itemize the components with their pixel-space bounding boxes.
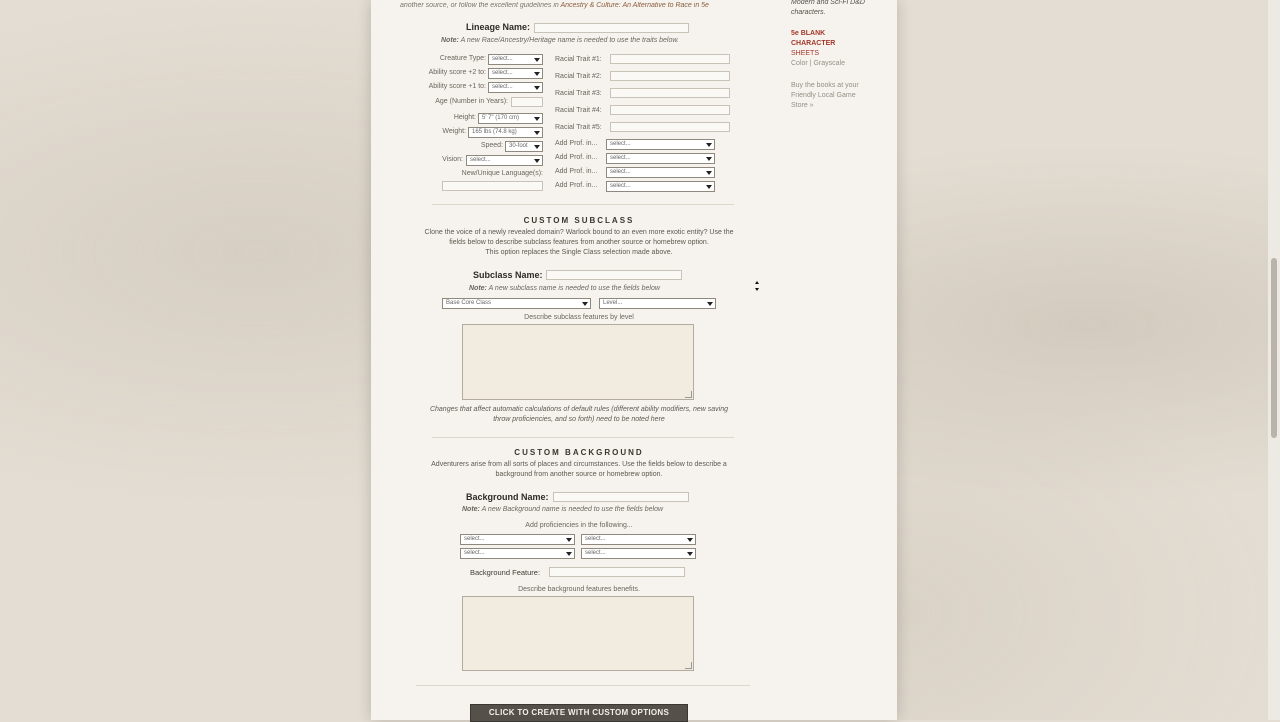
chevron-down-icon (706, 185, 712, 189)
add-prof-4-select[interactable]: select... (606, 181, 715, 192)
resize-handle-icon[interactable] (685, 391, 692, 398)
background-name-label: Background Name: (466, 492, 549, 502)
languages-input[interactable] (442, 181, 543, 191)
height-label: Height: (453, 114, 476, 121)
sidebar-text: Modern and Sci-Fi D&D (791, 0, 865, 6)
vision-label: Vision: (442, 156, 463, 163)
racial-trait-1-label: Racial Trait #1: (555, 56, 602, 63)
separator: | (809, 60, 812, 67)
custom-background-title: CUSTOM BACKGROUND (514, 448, 644, 457)
racial-trait-3-input[interactable] (610, 88, 730, 98)
create-custom-options-button[interactable]: CLICK TO CREATE WITH CUSTOM OPTIONS (470, 704, 688, 722)
background-proficiencies-label: Add proficiencies in the following... (525, 522, 633, 529)
buy-books-link[interactable]: Friendly Local Game (791, 92, 856, 99)
chevron-down-icon (534, 159, 540, 163)
chevron-down-icon (566, 552, 572, 556)
chevron-down-icon (566, 538, 572, 542)
speed-label: Speed: (480, 142, 503, 149)
vision-select[interactable]: select... (466, 155, 543, 166)
blank-sheets-link[interactable]: SHEETS (791, 50, 820, 57)
creature-type-select[interactable]: select... (488, 54, 543, 65)
background-feature-input[interactable] (549, 567, 685, 577)
racial-trait-1-input[interactable] (610, 54, 730, 64)
background-prof-select-2[interactable]: select... (581, 534, 696, 545)
languages-label: New/Unique Language(s): (461, 170, 543, 177)
intro-text: another source, or follow the excellent guidelines in Ancestry & Culture: An Alternative to Race in 5e (400, 2, 709, 9)
background-prof-select-4[interactable]: select... (581, 548, 696, 559)
add-prof-2-label: Add Prof. in... (555, 154, 598, 161)
ability-plus1-label: Ability score +1 to: (428, 83, 486, 90)
chevron-down-icon (534, 131, 540, 135)
chevron-down-icon (534, 86, 540, 90)
blank-sheets-link[interactable]: CHARACTER (791, 40, 836, 47)
subclass-name-label: Subclass Name: (473, 270, 543, 280)
grayscale-sheet-link[interactable]: Grayscale (813, 60, 845, 67)
page-scrollbar[interactable] (1268, 0, 1280, 720)
subclass-warning: Changes that affect automatic calculations of default rules (different ability modifiers, new saving throw proficiencies, and so forth) need to be noted here (429, 406, 729, 423)
chevron-down-icon (534, 117, 540, 121)
chevron-down-icon (706, 171, 712, 175)
chevron-down-icon (706, 143, 712, 147)
racial-trait-4-label: Racial Trait #4: (555, 107, 602, 114)
ability-plus2-select[interactable]: select... (488, 68, 543, 79)
age-label: Age (Number in Years): (435, 98, 508, 105)
creature-type-label: Creature Type: (439, 55, 486, 62)
chevron-down-icon (707, 302, 713, 306)
racial-trait-5-label: Racial Trait #5: (555, 124, 602, 131)
color-sheet-link[interactable]: Color (791, 60, 808, 67)
background-note: Note: A new Background name is needed to use the fields below (462, 506, 664, 513)
subclass-features-textarea[interactable] (462, 324, 694, 400)
lineage-name-input[interactable] (534, 23, 689, 33)
subclass-features-label: Describe subclass features by level (524, 314, 634, 321)
add-prof-1-label: Add Prof. in... (555, 140, 598, 147)
scrollbar-thumb[interactable] (1271, 258, 1277, 438)
subclass-level-select[interactable]: Level... (599, 298, 716, 309)
chevron-down-icon (687, 538, 693, 542)
chevron-down-icon (582, 302, 588, 306)
buy-books-link[interactable]: Store » (791, 102, 814, 109)
ability-plus2-label: Ability score +2 to: (428, 69, 486, 76)
sidebar-text: characters. (791, 9, 826, 16)
blank-sheets-link[interactable]: 5e BLANK (791, 30, 826, 37)
buy-books-link[interactable]: Buy the books at your (791, 82, 859, 89)
lineage-note: Note: A new Race/Ancestry/Heritage name is needed to use the traits below. (441, 37, 679, 44)
chevron-down-icon (687, 552, 693, 556)
background-benefits-label: Describe background features benefits. (518, 586, 640, 593)
divider (432, 437, 734, 438)
background-prof-select-1[interactable]: select... (460, 534, 575, 545)
racial-trait-2-input[interactable] (610, 71, 730, 81)
age-input[interactable] (511, 97, 543, 107)
weight-select[interactable]: 165 lbs (74.8 kg) (468, 127, 543, 138)
base-core-class-select[interactable]: Base Core Class (442, 298, 591, 309)
weight-label: Weight: (442, 128, 466, 135)
racial-trait-4-input[interactable] (610, 105, 730, 115)
height-select[interactable]: 5' 7" (170 cm) (478, 113, 543, 124)
custom-subclass-description: Clone the voice of a newly revealed domain? Warlock bound to an even more exotic entity? Use the fields below to describe subclass features from another source or homebrew option. This option replaces the Single Class selection made above. (424, 229, 734, 256)
racial-trait-5-input[interactable] (610, 122, 730, 132)
resize-cursor-icon (755, 281, 759, 291)
chevron-down-icon (534, 145, 540, 149)
lineage-name-label: Lineage Name: (466, 22, 531, 32)
subclass-note: Note: A new subclass name is needed to use the fields below (469, 285, 660, 292)
subclass-name-input[interactable] (546, 270, 682, 280)
ancestry-culture-link[interactable]: Ancestry & Culture: An Alternative to Race in 5e (560, 2, 709, 9)
custom-options-form (396, 0, 762, 720)
add-prof-1-select[interactable]: select... (606, 139, 715, 150)
divider (416, 685, 750, 686)
add-prof-3-select[interactable]: select... (606, 167, 715, 178)
background-feature-label: Background Feature: (470, 568, 541, 577)
chevron-down-icon (706, 157, 712, 161)
add-prof-4-label: Add Prof. in... (555, 182, 598, 189)
background-name-input[interactable] (553, 492, 689, 502)
resize-handle-icon[interactable] (685, 662, 692, 669)
racial-trait-2-label: Racial Trait #2: (555, 73, 602, 80)
divider (432, 204, 734, 205)
ability-plus1-select[interactable]: select... (488, 82, 543, 93)
custom-background-description: Adventurers arise from all sorts of places and circumstances. Use the fields below to describe a background from another source or homebrew option. (431, 461, 727, 478)
sidebar (791, 0, 891, 111)
add-prof-2-select[interactable]: select... (606, 153, 715, 164)
chevron-down-icon (534, 58, 540, 62)
background-prof-select-3[interactable]: select... (460, 548, 575, 559)
racial-trait-3-label: Racial Trait #3: (555, 90, 602, 97)
custom-subclass-title: CUSTOM SUBCLASS (523, 216, 635, 225)
chevron-down-icon (534, 72, 540, 76)
speed-select[interactable]: 30-foot (505, 141, 543, 152)
background-benefits-textarea[interactable] (462, 596, 694, 671)
add-prof-3-label: Add Prof. in... (555, 168, 598, 175)
